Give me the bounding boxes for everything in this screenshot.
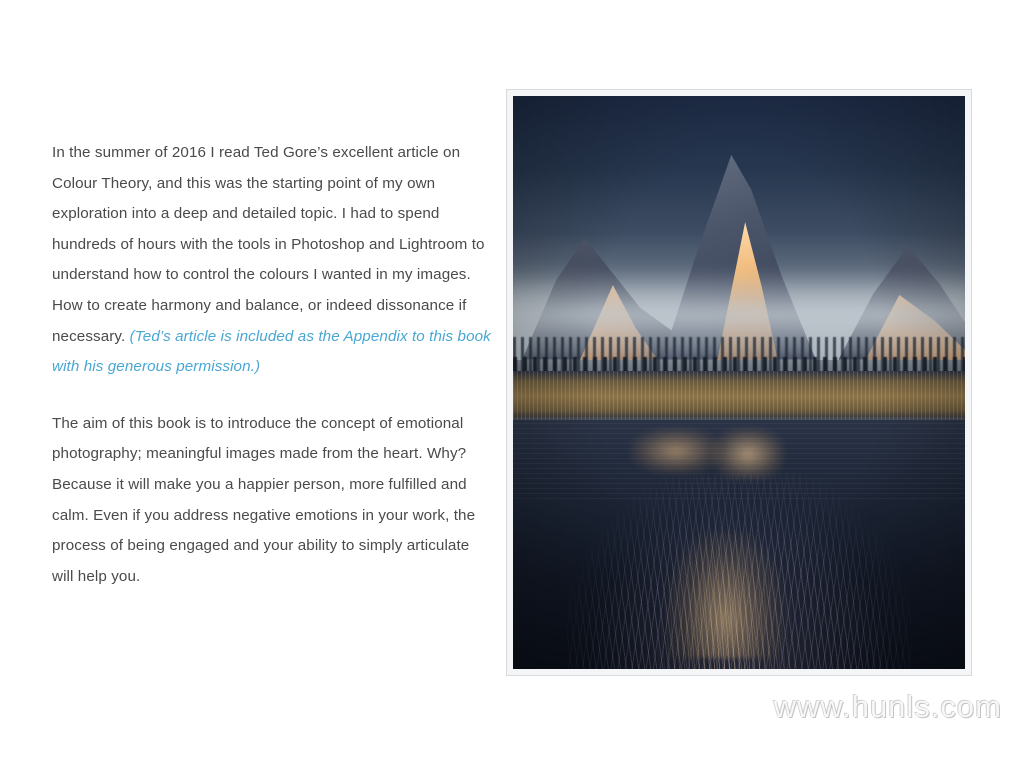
paragraph-1-text: In the summer of 2016 I read Ted Gore’s excellent article on Colour Theory, and this was the starting point of my own exploration into a deep and detailed topic. I had to spend hundreds of hours with the tools in Photoshop and Lightroom to understand how to control the colours I wanted in my images. How to create harmony and balance, or indeed dissonance if necessary. xyxy=(52,144,485,345)
ted-article-note: (Ted’s article is included as the Appendix to this book with his generous permission.) xyxy=(52,327,491,376)
watermark: www.hunls.com xyxy=(773,689,1002,724)
reed-texture xyxy=(513,371,965,420)
photograph-frame xyxy=(506,89,972,676)
paragraph-2: The aim of this book is to introduce the concept of emotional photography; meaningful images made from the heart. Why? Because it will make you a happier person, more fulfilled and calm. Even if you address negative emotions in your work, the process of being engaged and your ability to simply articulate will help you. xyxy=(52,414,476,585)
paragraph-1 xyxy=(52,138,492,383)
reed-field xyxy=(513,371,965,420)
photograph xyxy=(513,96,965,669)
grass-sunlit-blades xyxy=(649,520,803,669)
text-column xyxy=(52,138,492,592)
